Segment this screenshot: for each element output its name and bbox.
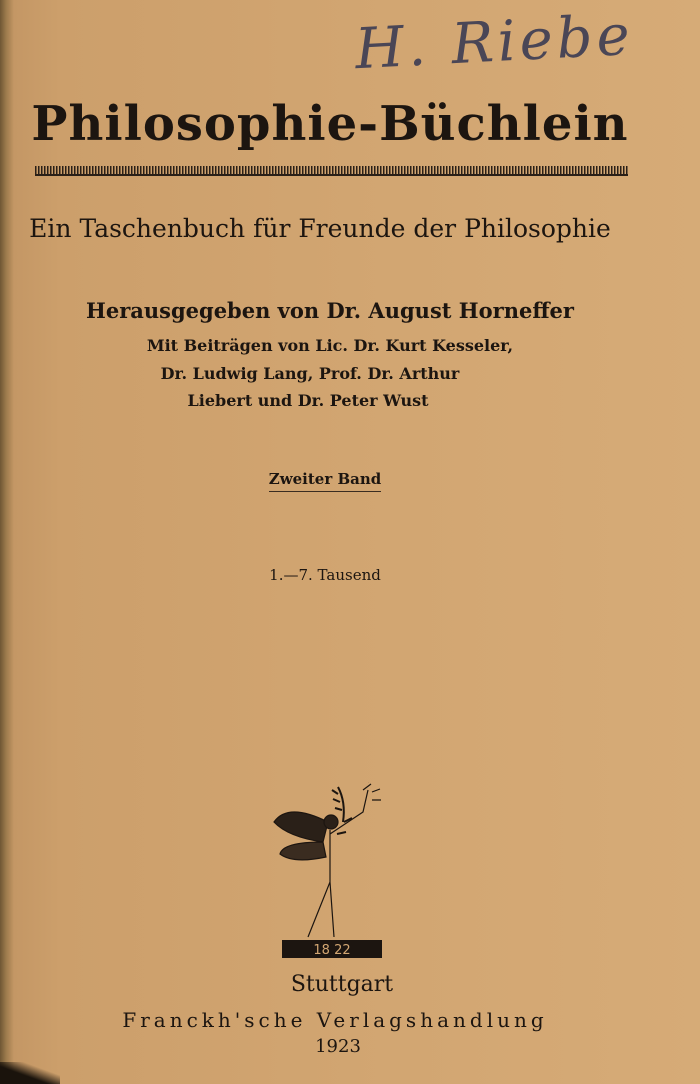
subtitle: Ein Taschenbuch für Freunde der Philosophie	[29, 214, 611, 243]
publisher-name: Franckh'sche Verlagshandlung	[122, 1008, 548, 1032]
book-title: Philosophie-Büchlein	[31, 96, 629, 152]
contributors-line: Dr. Ludwig Lang, Prof. Dr. Arthur	[160, 364, 460, 383]
volume-text: Zweiter Band	[269, 470, 382, 492]
publication-year: 1923	[315, 1036, 361, 1057]
handwritten-signature: H. Riebe	[353, 2, 636, 83]
emblem-year-text: 18 22	[313, 943, 351, 958]
publication-city: Stuttgart	[290, 972, 394, 997]
contributors-line: Liebert und Dr. Peter Wust	[187, 391, 429, 410]
publisher-emblem-icon	[268, 782, 398, 962]
volume-label	[0, 470, 675, 488]
edition-label: 1.—7. Tausend	[269, 566, 381, 584]
editor-line: Herausgegeben von Dr. August Horneffer	[86, 298, 574, 323]
title-rule	[35, 166, 628, 176]
contributors-line: Mit Beiträgen von Lic. Dr. Kurt Kesseler,	[146, 336, 514, 355]
scan-corner-shadow	[0, 1062, 60, 1084]
